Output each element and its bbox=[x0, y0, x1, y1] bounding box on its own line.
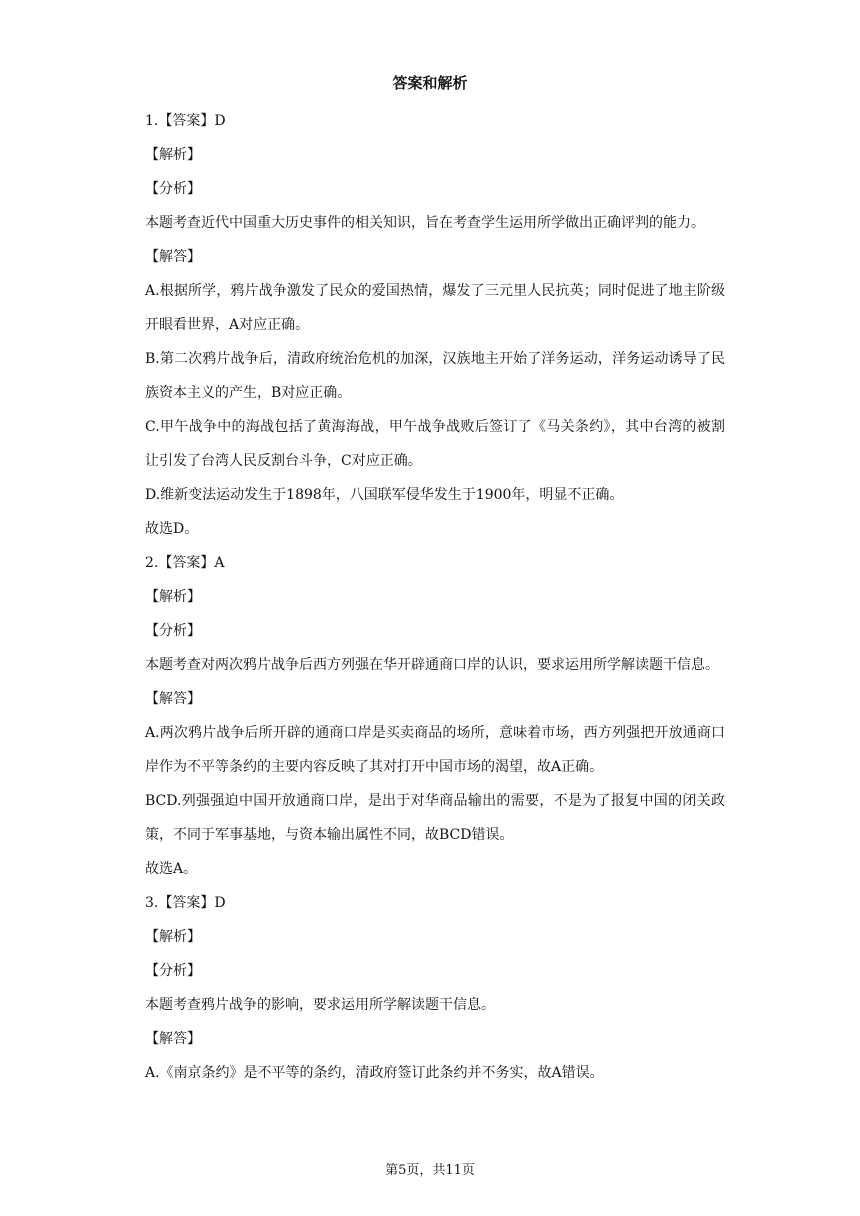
paragraph: A.《南京条约》是不平等的条约，清政府签订此条约并不务实，故A错误。 bbox=[145, 1065, 604, 1081]
answer-content bbox=[145, 104, 725, 1090]
paragraph: 【分析】 bbox=[145, 181, 201, 197]
paragraph: 1.【答案】D bbox=[145, 113, 226, 129]
paragraph: 【解答】 bbox=[145, 691, 201, 707]
paragraph: 【分析】 bbox=[145, 623, 201, 639]
paragraph: 【解答】 bbox=[145, 249, 201, 265]
paragraph: 【解答】 bbox=[145, 1031, 201, 1047]
page-title: 答案和解析 bbox=[392, 74, 468, 92]
paragraph: BCD.列强强迫中国开放通商口岸，是出于对华商品输出的需要，不是为了报复中国的闭关政策，不同于军事基地，与资本输出属性不同，故BCD错误。 bbox=[145, 793, 725, 843]
paragraph: 本题考查对两次鸦片战争后西方列强在华开辟通商口岸的认识，要求运用所学解读题干信息。 bbox=[145, 657, 719, 673]
paragraph: 故选A。 bbox=[145, 861, 198, 877]
page-footer: 第5页，共11页 bbox=[385, 1163, 475, 1178]
paragraph: 2.【答案】A bbox=[145, 555, 225, 571]
paragraph: 【解析】 bbox=[145, 929, 201, 945]
paragraph: D.维新变法运动发生于1898年，八国联军侵华发生于1900年，明显不正确。 bbox=[145, 487, 624, 503]
paragraph: A.两次鸦片战争后所开辟的通商口岸是买卖商品的场所，意味着市场，西方列强把开放通商口岸作为不平等条约的主要内容反映了其对打开中国市场的渴望，故A正确。 bbox=[145, 725, 725, 775]
paragraph: 本题考查近代中国重大历史事件的相关知识，旨在考查学生运用所学做出正确评判的能力。 bbox=[145, 215, 705, 231]
paragraph: 【解析】 bbox=[145, 589, 201, 605]
paragraph: 故选D。 bbox=[145, 521, 199, 537]
paragraph: 【解析】 bbox=[145, 147, 201, 163]
paragraph: A.根据所学，鸦片战争激发了民众的爱国热情，爆发了三元里人民抗英；同时促进了地主阶级开眼看世界，A对应正确。 bbox=[145, 283, 725, 333]
paragraph: 【分析】 bbox=[145, 963, 201, 979]
paragraph: 本题考查鸦片战争的影响，要求运用所学解读题干信息。 bbox=[145, 997, 495, 1013]
paragraph: B.第二次鸦片战争后，清政府统治危机的加深，汉族地主开始了洋务运动，洋务运动诱导了民族资本主义的产生，B对应正确。 bbox=[145, 351, 725, 401]
paragraph: C.甲午战争中的海战包括了黄海海战，甲午战争战败后签订了《马关条约》，其中台湾的被割让引发了台湾人民反割台斗争，C对应正确。 bbox=[145, 419, 725, 469]
paragraph: 3.【答案】D bbox=[145, 895, 226, 911]
